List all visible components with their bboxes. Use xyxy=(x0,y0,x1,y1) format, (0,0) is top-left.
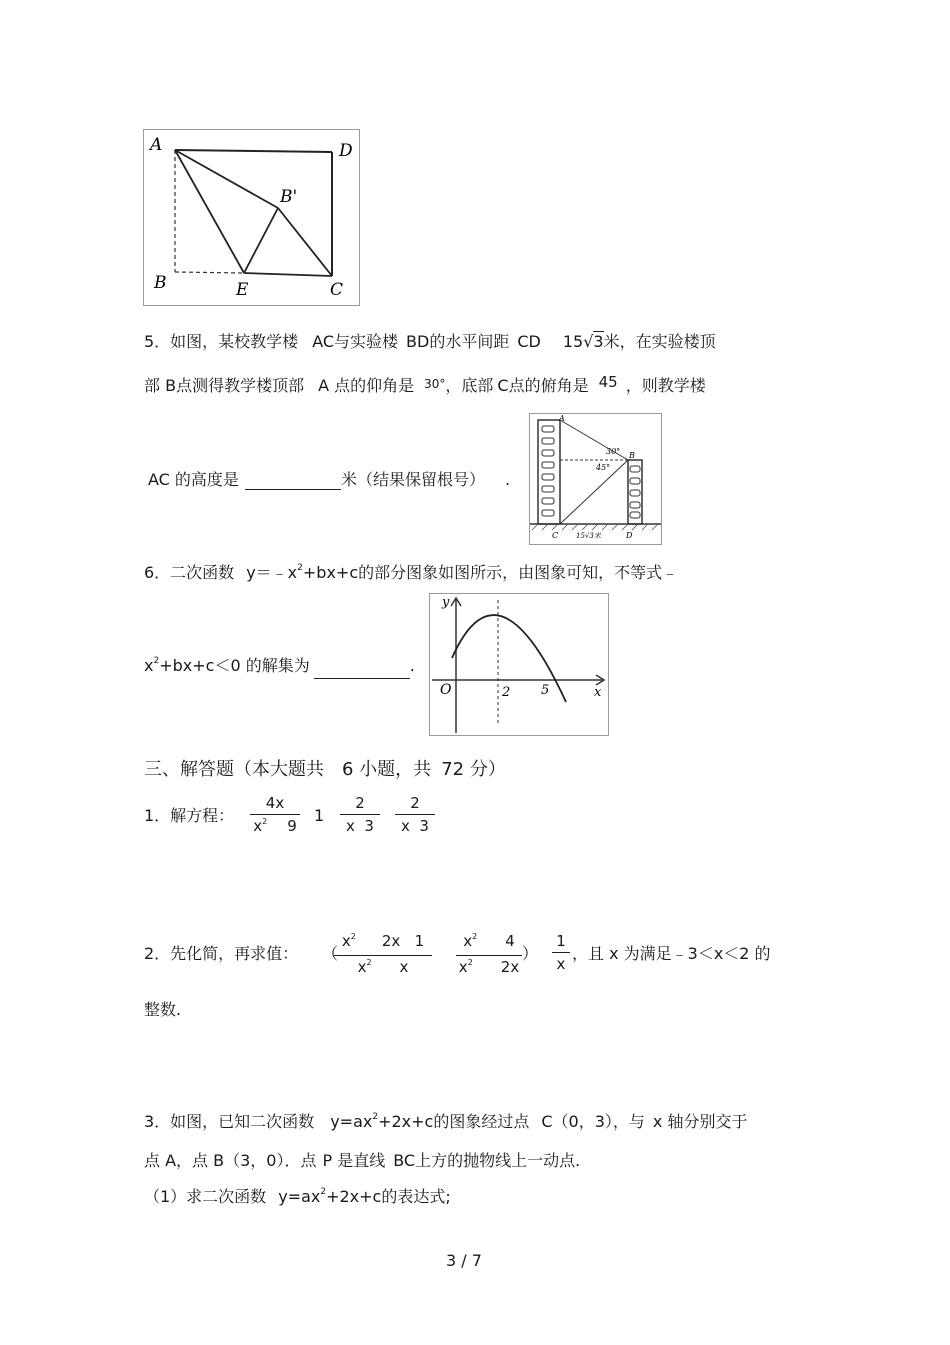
p3-equation: +2x+c xyxy=(326,1187,382,1206)
label-d: D xyxy=(626,531,633,540)
q6-text: x xyxy=(144,656,154,675)
q5-text: 的水平间距 xyxy=(429,332,510,351)
superscript: 2 xyxy=(153,656,160,666)
figure-parabola xyxy=(429,593,609,736)
label-origin: O xyxy=(440,682,452,698)
superscript: 2 xyxy=(320,1187,327,1197)
p1-fraction-1 xyxy=(250,794,300,838)
numerator: 1 xyxy=(556,932,566,950)
q5-text: ，底部 xyxy=(445,376,494,395)
p2-fraction-2 xyxy=(456,932,522,979)
p2-lparen: （ xyxy=(322,944,339,963)
p1-one: 1 xyxy=(314,806,325,825)
section-text: 6 小题，共 xyxy=(342,759,432,780)
q5-text: AC 的高度是 xyxy=(148,470,239,489)
q5-ac: AC xyxy=(312,332,335,351)
sqrt-icon: √ xyxy=(583,332,594,351)
p3-text: x 轴分别交于 xyxy=(652,1112,748,1131)
q6-text: 的部分图象如图所示，由图象可知，不等式﹣ xyxy=(358,563,679,582)
section-text: 三、解答题（本大题共 xyxy=(144,759,324,780)
numerator: 4x xyxy=(265,794,285,812)
numerator: $x^2$ 4 xyxy=(463,932,515,950)
p1-label: 1．解方程： xyxy=(144,806,235,825)
numerator: $x^2$ 2x 1 xyxy=(341,932,425,950)
q5-value-3: 3 xyxy=(593,332,604,351)
label-d: D xyxy=(339,141,353,161)
denominator: $x^2$ x xyxy=(357,958,409,976)
parabola-graph xyxy=(430,594,608,735)
figure-rectangle-fold xyxy=(143,129,360,306)
p3-line-3 xyxy=(144,1187,451,1210)
p2-fraction-3 xyxy=(552,932,570,973)
section-heading xyxy=(144,755,506,781)
label-45deg: 45° xyxy=(596,463,611,472)
p3-equation: y=ax xyxy=(278,1187,321,1206)
q6-equation: y＝﹣x xyxy=(246,563,298,582)
answer-blank[interactable] xyxy=(245,473,341,490)
q5-period: . xyxy=(504,470,511,489)
denominator: x 3 xyxy=(401,817,429,835)
q5-text: 米（结果保留根号） xyxy=(340,470,485,489)
p3-equation: y=ax xyxy=(330,1112,373,1131)
q5-line-1 xyxy=(144,332,716,352)
p2-line-2: 整数. xyxy=(144,1000,182,1019)
figure-buildings xyxy=(529,413,662,545)
p2-rparen: ） xyxy=(522,944,539,963)
p1-fraction-2 xyxy=(340,794,380,835)
label-a: A xyxy=(559,414,565,423)
p2-fraction-1 xyxy=(334,932,432,979)
p3-equation: +2x+c xyxy=(378,1112,434,1131)
superscript: 2 xyxy=(297,563,303,573)
label-b: B xyxy=(154,273,167,293)
answer-blank[interactable] xyxy=(314,662,410,679)
p2-tail: ，且 x 为满足﹣3＜x＜2 的 xyxy=(572,944,771,963)
label-b: B xyxy=(629,451,635,460)
denominator: $x^2$ 9 xyxy=(253,817,297,835)
p1-fraction-3 xyxy=(395,794,435,835)
label-c: C xyxy=(330,280,344,300)
q6-line-2 xyxy=(144,656,415,679)
q5-bd: BD xyxy=(406,332,430,351)
denominator: $x^2$ 2x xyxy=(458,958,520,976)
q5-text: 部 B点测得教学楼顶部 xyxy=(144,376,305,395)
label-x: x xyxy=(594,685,602,700)
p3-text: 的图象经过点 xyxy=(433,1112,530,1131)
label-y: y xyxy=(442,595,450,610)
q5-line-3 xyxy=(148,470,510,490)
section-text: 72 分） xyxy=(441,759,506,780)
numerator: 2 xyxy=(355,794,365,812)
p3-text: P 是直线 xyxy=(322,1151,386,1170)
p3-line-2 xyxy=(144,1151,580,1171)
p3-text: 的表达式; xyxy=(381,1187,451,1206)
denominator: x 3 xyxy=(346,817,374,835)
p3-line-1 xyxy=(144,1112,747,1135)
numerator: 2 xyxy=(410,794,420,812)
q5-text: 5．如图，某校教学楼 xyxy=(144,332,299,351)
superscript: 2 xyxy=(372,1112,379,1122)
p3-text: 3．如图，已知二次函数 xyxy=(144,1112,315,1131)
q5-text: A 点的仰角是 xyxy=(318,376,415,395)
q6-text: 6．二次函数 xyxy=(144,563,235,582)
buildings-diagram xyxy=(530,414,661,544)
denominator: x xyxy=(556,955,566,973)
rectangle-fold-diagram xyxy=(144,130,359,305)
q5-text: C点的俯角是 xyxy=(497,376,589,395)
label-distance: 15√3米 xyxy=(576,532,601,540)
q6-text: +bx+c＜0 的解集为 xyxy=(159,656,310,675)
q6-equation: +bx+c xyxy=(302,563,359,582)
q5-value-15: 15 xyxy=(562,332,584,351)
q5-angle-30: 30° xyxy=(424,377,446,391)
q5-angle-45: 45 xyxy=(598,373,618,391)
q5-text: ，则教学楼 xyxy=(625,376,706,395)
label-2: 2 xyxy=(502,685,511,700)
p3-text: 点 A，点 B（3，0）．点 xyxy=(144,1151,317,1170)
label-e: E xyxy=(236,280,249,300)
p2-label: 2．先化简，再求值： xyxy=(144,944,299,963)
p3-text: BC上方的抛物线上一动点. xyxy=(393,1151,581,1170)
label-a: A xyxy=(150,135,163,155)
label-b-prime: B' xyxy=(280,187,298,207)
q5-line-2 xyxy=(144,373,706,397)
p3-text: C（0，3），与 xyxy=(541,1112,645,1131)
q5-cd: CD xyxy=(517,332,541,351)
label-5: 5 xyxy=(541,683,550,698)
q5-text: 与实验楼 xyxy=(334,332,399,351)
q6-line-1 xyxy=(144,563,678,586)
p3-text: （1）求二次函数 xyxy=(144,1187,267,1206)
q5-text: 米，在实验楼顶 xyxy=(603,332,716,351)
q6-period: . xyxy=(409,656,415,675)
label-c: C xyxy=(552,531,559,540)
label-30deg: 30° xyxy=(606,447,621,456)
page-number: 3 / 7 xyxy=(446,1251,482,1270)
